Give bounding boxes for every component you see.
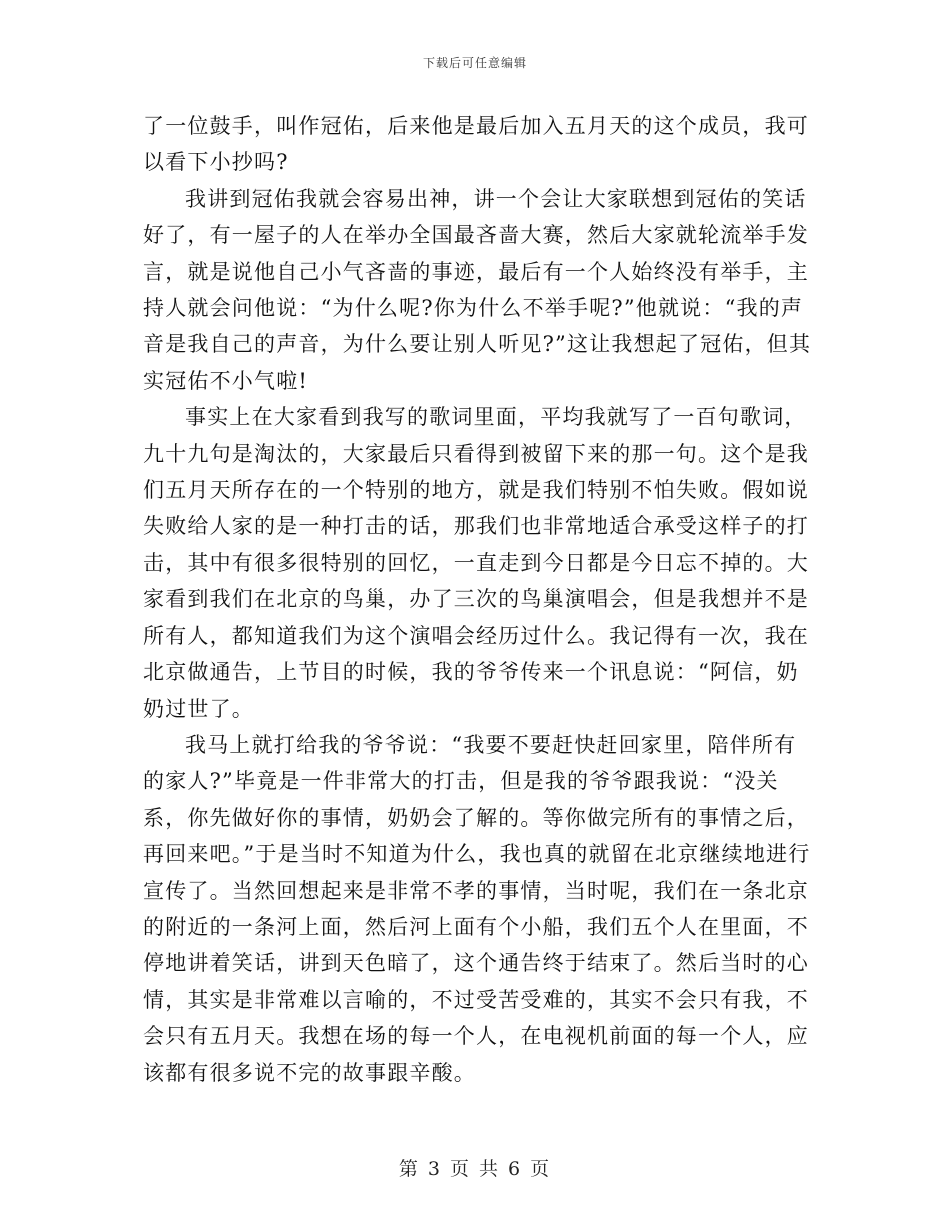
- paragraph-3: 事实上在大家看到我写的歌词里面，平均我就写了一百句歌词，九十九句是淘汰的，大家最后只看得到被留下来的那一句。这个是我们五月天所存在的一个特别的地方，就是我们特别不怕失败。假如说失败给人家的是一种打击的话，那我们也非常地适合承受这样子的打击，其中有很多很特别的回忆，一直走到今日都是今日忘不掉的。大家看到我们在北京的鸟巢，办了三次的鸟巢演唱会，但是我想并不是所有人，都知道我们为这个演唱会经历过什么。我记得有一次，我在北京做通告，上节目的时候，我的爷爷传来一个讯息说：“阿信，奶奶过世了。: [143, 405, 809, 721]
- document-body: [143, 108, 813, 1091]
- paragraph-2: 我讲到冠佑我就会容易出神，讲一个会让大家联想到冠佑的笑话好了，有一屋子的人在举办全国最吝啬大赛，然后大家就轮流举手发言，就是说他自己小气吝啬的事迹，最后有一个人始终没有举手，主持人就会问他说：“为什么呢?你为什么不举手呢?”他就说：“我的声音是我自己的声音，为什么要让别人听见?”这让我想起了冠佑，但其实冠佑不小气啦!: [143, 186, 812, 393]
- paragraph-4: 我马上就打给我的爷爷说：“我要不要赶快赶回家里，陪伴所有的家人?”毕竟是一件非常大的打击，但是我的爷爷跟我说：“没关系，你先做好你的事情，奶奶会了解的。等你做完所有的事情之后，再回来吧。”于是当时不知道为什么，我也真的就留在北京继续地进行宣传了。当然回想起来是非常不孝的事情，当时呢，我们在一条北京的附近的一条河上面，然后河上面有个小船，我们五个人在里面，不停地讲着笑话，讲到天色暗了，这个通告终于结束了。然后当时的心情，其实是非常难以言喻的，不过受苦受难的，其实不会只有我，不会只有五月天。我想在场的每一个人，在电视机前面的每一个人，应该都有很多说不完的故事跟辛酸。: [143, 732, 811, 1085]
- page-number-footer: 第 3 页 共 6 页: [398, 1158, 552, 1180]
- paragraph-1: 了一位鼓手，叫作冠佑，后来他是最后加入五月天的这个成员，我可以看下小抄吗?: [143, 114, 809, 175]
- page-header: 下载后可任意编辑: [422, 56, 527, 70]
